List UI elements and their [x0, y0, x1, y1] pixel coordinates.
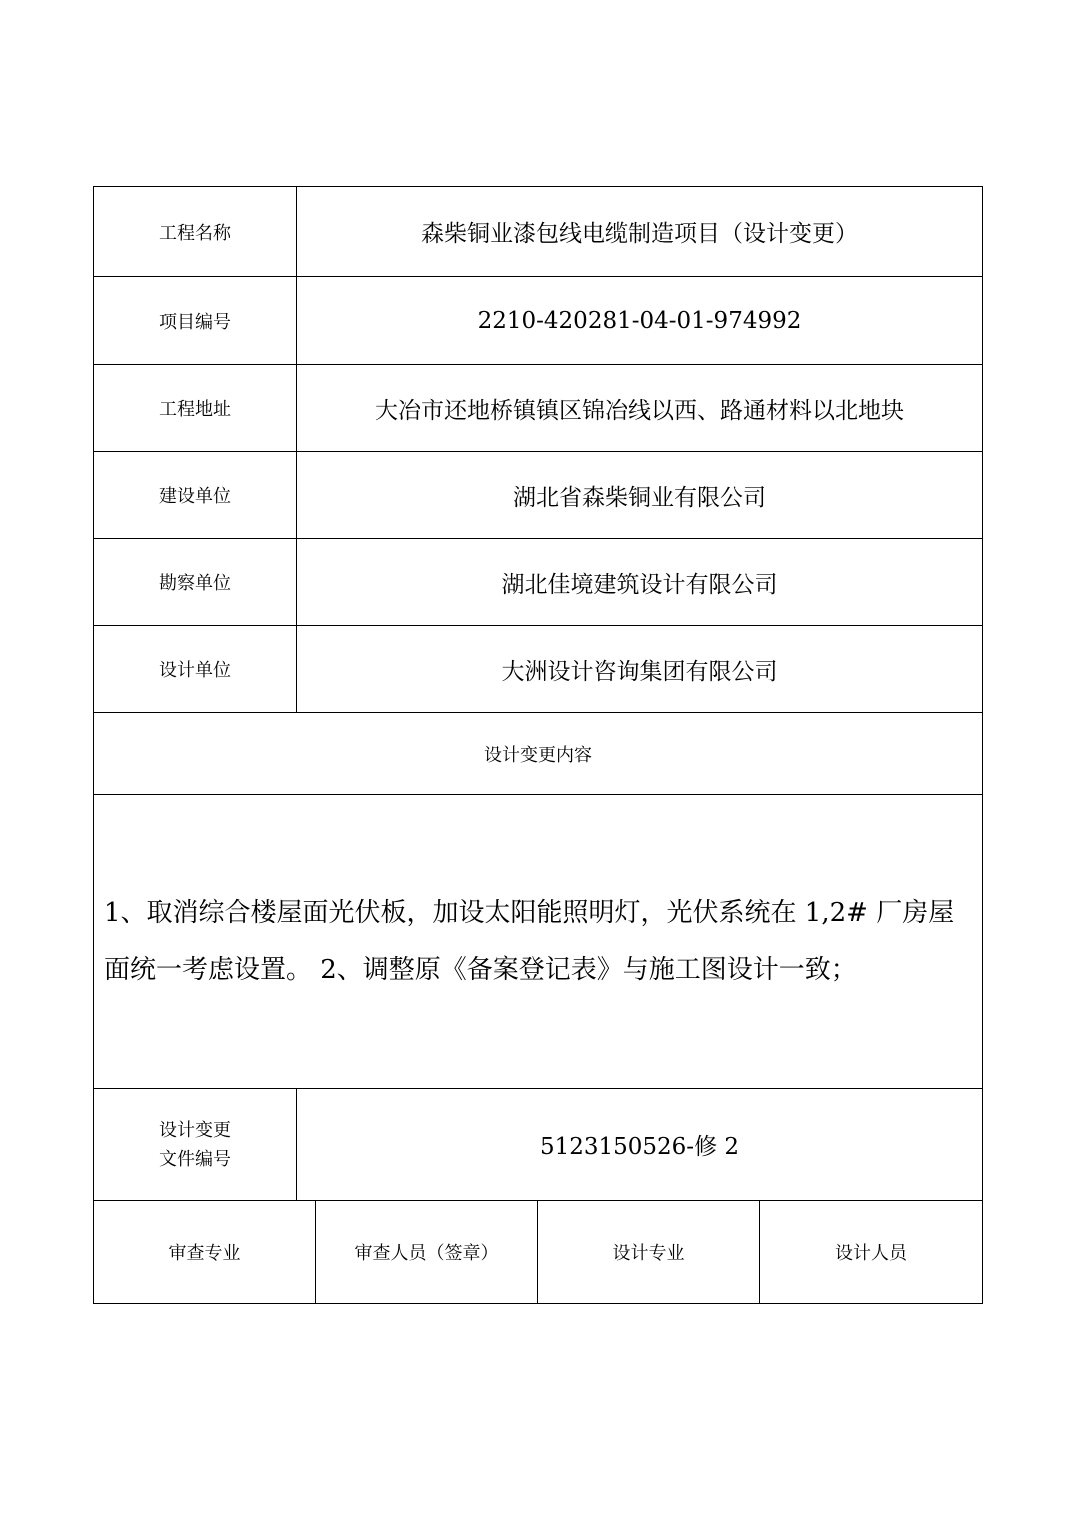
row-change-header	[94, 713, 983, 795]
value-construction-unit: 湖北省森柴铜业有限公司	[297, 452, 983, 539]
value-project-name: 森柴铜业漆包线电缆制造项目（设计变更）	[297, 187, 983, 277]
row-doc-number	[94, 1089, 983, 1201]
row-project-name	[94, 187, 983, 277]
label-project-name: 工程名称	[94, 187, 297, 277]
row-design-unit	[94, 626, 983, 713]
review-discipline: 审查专业	[94, 1201, 316, 1304]
row-construction-unit	[94, 452, 983, 539]
label-survey-unit: 勘察单位	[94, 539, 297, 626]
row-project-address	[94, 365, 983, 452]
label-project-address: 工程地址	[94, 365, 297, 452]
value-project-number: 2210-420281-04-01-974992	[297, 277, 983, 365]
row-survey-unit	[94, 539, 983, 626]
design-personnel: 设计人员	[760, 1201, 983, 1304]
review-personnel-signature: 审查人员（签章）	[316, 1201, 538, 1304]
label-doc-number-line2: 文件编号	[159, 1148, 231, 1170]
change-content-header: 设计变更内容	[94, 713, 983, 795]
label-design-unit: 设计单位	[94, 626, 297, 713]
label-doc-number-line1: 设计变更	[159, 1119, 231, 1141]
value-project-address: 大冶市还地桥镇镇区锦冶线以西、路通材料以北地块	[297, 365, 983, 452]
value-doc-number: 5123150526-修 2	[297, 1089, 983, 1201]
row-project-number	[94, 277, 983, 365]
label-construction-unit: 建设单位	[94, 452, 297, 539]
design-change-form	[93, 186, 983, 1304]
row-change-content	[94, 795, 983, 1089]
row-review	[94, 1201, 983, 1304]
value-survey-unit: 湖北佳境建筑设计有限公司	[297, 539, 983, 626]
label-doc-number	[94, 1089, 297, 1201]
label-project-number: 项目编号	[94, 277, 297, 365]
value-design-unit: 大洲设计咨询集团有限公司	[297, 626, 983, 713]
change-content-text: 1、取消综合楼屋面光伏板，加设太阳能照明灯，光伏系统在 1,2# 厂房屋面统一考虑设置。 2、调整原《备案登记表》与施工图设计一致；	[94, 795, 983, 1089]
design-discipline: 设计专业	[538, 1201, 760, 1304]
